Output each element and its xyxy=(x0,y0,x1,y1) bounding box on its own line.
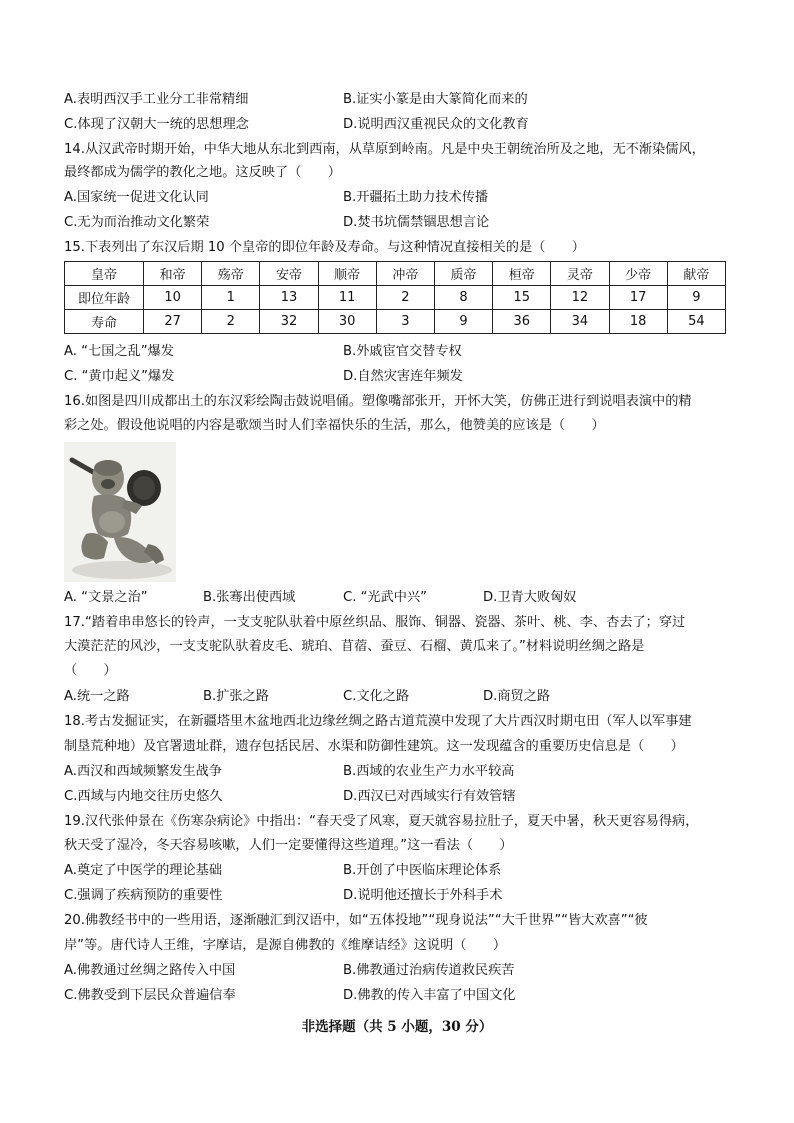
q14-stem-line1: 14.从汉武帝时期开始，中华大地从东北到西南，从草原到岭南。凡是中央王朝统治所及之地，无不渐染儒风， xyxy=(64,142,705,157)
table-cell: 10 xyxy=(144,286,202,310)
q16-option-d[interactable]: D.卫青大败匈奴 xyxy=(483,590,577,605)
q17-option-d[interactable]: D.商贸之路 xyxy=(483,689,551,704)
table-cell: 30 xyxy=(318,310,376,334)
q17-option-b[interactable]: B.扩张之路 xyxy=(203,689,269,704)
q15-option-a[interactable]: A. “七国之乱”爆发 xyxy=(64,344,174,359)
table-cell: 9 xyxy=(667,286,725,310)
q17-stem-line2: 大漠茫茫的风沙，一支支驼队驮着皮毛、琥珀、苜蓿、蚕豆、石榴、黄瓜来了。”材料说明丝绸之路是 xyxy=(64,639,645,654)
q17-stem-line3: （ ） xyxy=(64,663,117,678)
q17-stem-line1: 17.“踏着串串悠长的铃声，一支支驼队驮着中原丝织品、服饰、铜器、瓷器、茶叶、桃、李、杏去了；穿过 xyxy=(64,615,686,630)
table-cell: 桓帝 xyxy=(493,262,551,286)
table-cell: 1 xyxy=(202,286,260,310)
table-cell: 殇帝 xyxy=(202,262,260,286)
table-row-label: 寿命 xyxy=(65,310,144,334)
table-cell: 12 xyxy=(551,286,609,310)
q15-option-b[interactable]: B.外戚宦官交替专权 xyxy=(343,344,462,359)
table-cell: 9 xyxy=(434,310,492,334)
table-row-lifespans xyxy=(65,310,726,334)
section-heading: 非选择题（共 5 小题，30 分） xyxy=(301,1019,493,1035)
q20-option-a[interactable]: A.佛教通过丝绸之路传入中国 xyxy=(64,963,236,978)
q19-option-b[interactable]: B.开创了中医临床理论体系 xyxy=(343,863,502,878)
q16-option-c[interactable]: C. “光武中兴” xyxy=(343,590,428,605)
q17-option-c[interactable]: C.文化之路 xyxy=(343,689,410,704)
table-cell: 34 xyxy=(551,310,609,334)
table-cell: 8 xyxy=(434,286,492,310)
q13-option-c[interactable]: C.体现了汉朝大一统的思想理念 xyxy=(64,117,249,132)
q18-stem-line1: 18.考古发掘证实，在新疆塔里木盆地西北边缘丝绸之路古道荒漠中发现了大片西汉时期屯田（军人以军事建 xyxy=(64,714,692,729)
table-cell: 3 xyxy=(376,310,434,334)
table-cell: 32 xyxy=(260,310,318,334)
table-cell: 36 xyxy=(493,310,551,334)
table-cell: 13 xyxy=(260,286,318,310)
table-cell: 27 xyxy=(144,310,202,334)
table-row-emperors xyxy=(65,262,726,286)
q16-stem-line1: 16.如图是四川成都出土的东汉彩绘陶击鼓说唱俑。塑像嘴部张开，开怀大笑，仿佛正进行到说唱表演中的精 xyxy=(64,394,692,409)
q14-stem-line2: 最终都成为儒学的教化之地。这反映了（ ） xyxy=(64,165,341,180)
table-cell: 2 xyxy=(376,286,434,310)
q20-option-d[interactable]: D.佛教的传入丰富了中国文化 xyxy=(343,988,516,1003)
q17-option-a[interactable]: A.统一之路 xyxy=(64,689,130,704)
q20-stem-line2: 岸”等。唐代诗人王维，字摩诘，是源自佛教的《维摩诘经》这说明（ ） xyxy=(64,938,507,953)
q15-option-c[interactable]: C. “黄巾起义”爆发 xyxy=(64,369,175,384)
q19-option-c[interactable]: C.强调了疾病预防的重要性 xyxy=(64,888,223,903)
q20-option-b[interactable]: B.佛教通过治病传道救民疾苦 xyxy=(343,963,515,978)
q18-option-d[interactable]: D.西汉已对西域实行有效管辖 xyxy=(343,789,516,804)
table-cell: 11 xyxy=(318,286,376,310)
table-row-label: 皇帝 xyxy=(65,262,144,286)
q14-option-d[interactable]: D.焚书坑儒禁锢思想言论 xyxy=(343,215,490,230)
q18-option-b[interactable]: B.西域的农业生产力水平较高 xyxy=(343,764,515,779)
q20-stem-line1: 20.佛教经书中的一些用语，逐渐融汇到汉语中，如“五体投地”“现身说法”“大千世界”“皆大欢喜”“彼 xyxy=(64,913,648,928)
q14-option-c[interactable]: C.无为而治推动文化繁荣 xyxy=(64,215,210,230)
q13-option-d[interactable]: D.说明西汉重视民众的文化教育 xyxy=(343,117,529,132)
q14-option-a[interactable]: A.国家统一促进文化认同 xyxy=(64,190,209,205)
q19-stem-line1: 19.汉代张仲景在《伤寒杂病论》中指出：“春天受了风寒，夏天就容易拉肚子，夏天中暑，秋天更容易得病， xyxy=(64,814,699,829)
q16-option-a[interactable]: A. “文景之治” xyxy=(64,590,148,605)
table-cell: 灵帝 xyxy=(551,262,609,286)
q13-option-a[interactable]: A.表明西汉手工业分工非常精细 xyxy=(64,92,249,107)
q15-stem: 15.下表列出了东汉后期 10 个皇帝的即位年龄及寿命。与这种情况直接相关的是（ ） xyxy=(64,240,585,255)
table-cell: 安帝 xyxy=(260,262,318,286)
q19-stem-line2: 秋天受了湿冷，冬天容易咳嗽，人们一定要懂得这些道理。”这一看法（ ） xyxy=(64,838,513,853)
table-cell: 18 xyxy=(609,310,667,334)
table-cell: 和帝 xyxy=(144,262,202,286)
table-cell: 15 xyxy=(493,286,551,310)
figurine-photo-icon xyxy=(64,442,176,582)
table-cell: 顺帝 xyxy=(318,262,376,286)
q16-option-b[interactable]: B.张骞出使西域 xyxy=(203,590,296,605)
q20-option-c[interactable]: C.佛教受到下层民众普遍信奉 xyxy=(64,988,236,1003)
table-cell: 少帝 xyxy=(609,262,667,286)
table-cell: 冲帝 xyxy=(376,262,434,286)
table-cell: 献帝 xyxy=(667,262,725,286)
q19-option-d[interactable]: D.说明他还擅长于外科手术 xyxy=(343,888,503,903)
q15-option-d[interactable]: D.自然灾害连年频发 xyxy=(343,369,463,384)
q19-option-a[interactable]: A.奠定了中医学的理论基础 xyxy=(64,863,223,878)
table-cell: 54 xyxy=(667,310,725,334)
q14-option-b[interactable]: B.开疆拓土助力技术传播 xyxy=(343,190,489,205)
table-row-ages xyxy=(65,286,726,310)
q18-option-a[interactable]: A.西汉和西域频繁发生战争 xyxy=(64,764,223,779)
table-cell: 质帝 xyxy=(434,262,492,286)
q13-option-b[interactable]: B.证实小篆是由大篆简化而来的 xyxy=(343,92,528,107)
emperor-table xyxy=(64,261,726,334)
table-cell: 2 xyxy=(202,310,260,334)
q18-stem-line2: 制垦荒种地）及官署遗址群，遗存包括民居、水渠和防御性建筑。这一发现蕴含的重要历史信息是（ ） xyxy=(64,739,684,754)
table-cell: 17 xyxy=(609,286,667,310)
drum-storyteller-figurine-image xyxy=(64,442,176,582)
table-row-label: 即位年龄 xyxy=(65,286,144,310)
q18-option-c[interactable]: C.西域与内地交往历史悠久 xyxy=(64,789,223,804)
q16-stem-line2: 彩之处。假设他说唱的内容是歌颂当时人们幸福快乐的生活，那么，他赞美的应该是（ ） xyxy=(64,418,605,433)
